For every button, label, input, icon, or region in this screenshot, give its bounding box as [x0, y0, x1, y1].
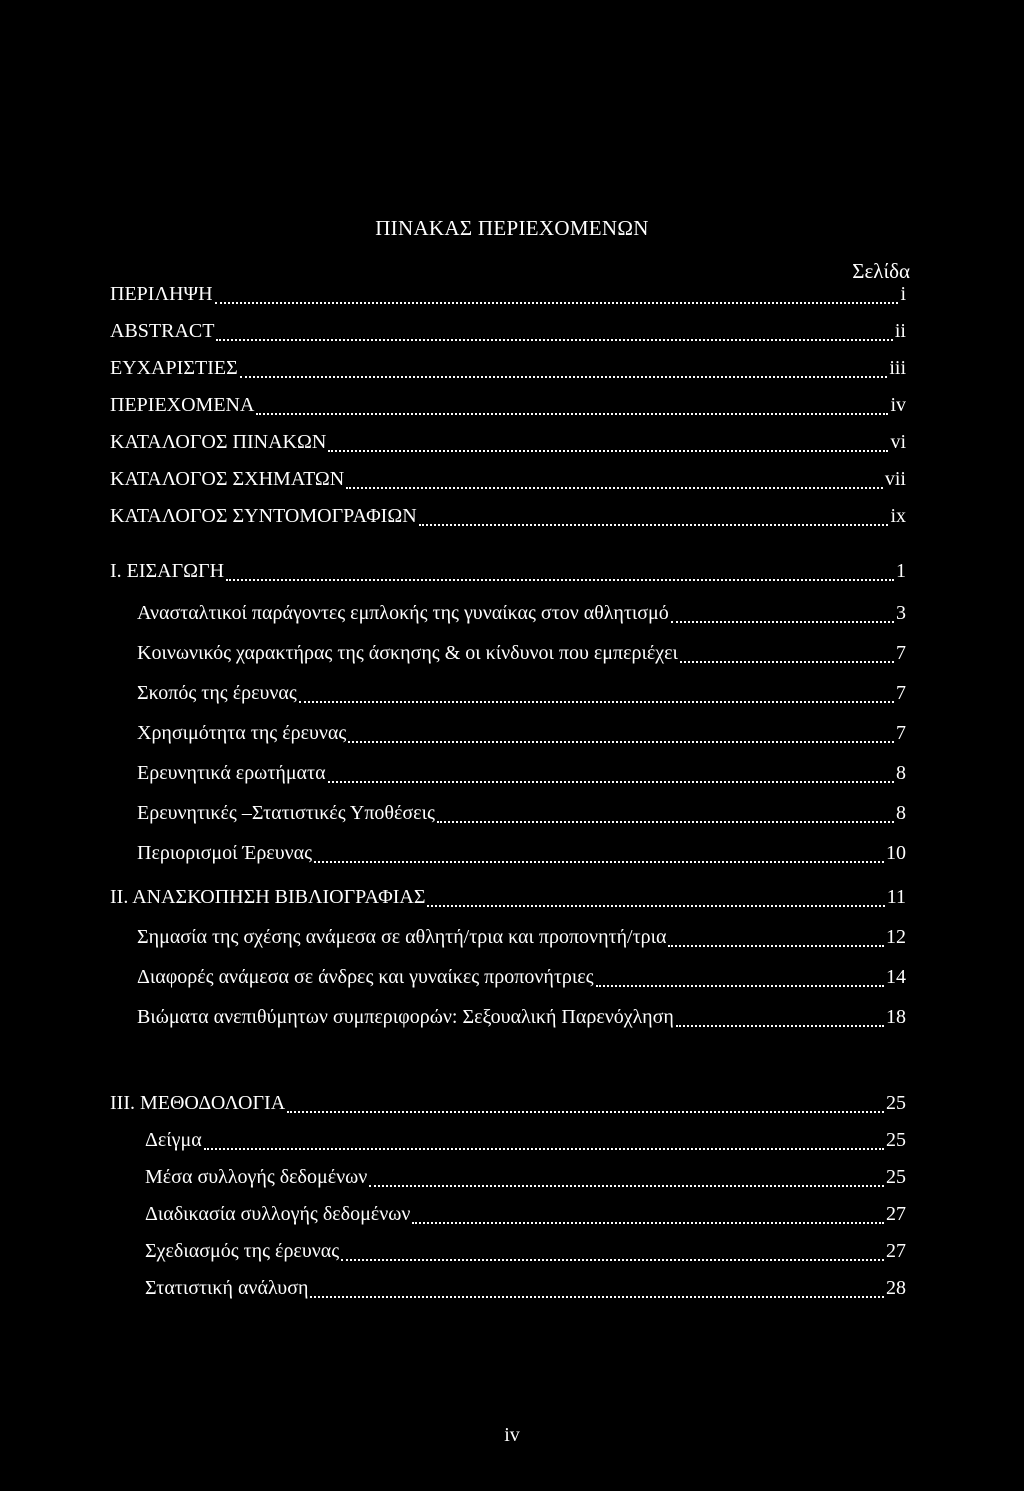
toc-entry: [110, 886, 906, 914]
toc-entry-label: Διαδικασία συλλογής δεδομένων: [145, 1203, 411, 1225]
toc-entry-label: Κοινωνικός χαρακτήρας της άσκησης & οι κίνδυνοι που εμπεριέχει: [137, 642, 678, 664]
toc-entry-page: ii: [894, 320, 906, 342]
dot-leader: [437, 821, 894, 823]
dot-leader: [348, 741, 894, 743]
toc-entry-label: Διαφορές ανάμεσα σε άνδρες και γυναίκες προπονήτριες: [137, 966, 594, 988]
dot-leader: [369, 1185, 884, 1187]
dot-leader: [680, 661, 894, 663]
toc-entry-label: ΠΕΡΙΕΧΟΜΕΝΑ: [110, 394, 255, 416]
toc-entry: [137, 602, 906, 630]
toc-entry-page: 8: [896, 762, 906, 784]
toc-entry: [137, 842, 906, 870]
dot-leader: [314, 861, 884, 863]
toc-entry: [137, 682, 906, 710]
toc-entry: [110, 468, 906, 496]
toc-entry-label: ABSTRACT: [110, 320, 215, 342]
dot-leader: [668, 945, 884, 947]
toc-entry-label: Βιώματα ανεπιθύμητων συμπεριφορών: Σεξουαλική Παρενόχληση: [137, 1006, 674, 1028]
toc-entry-label: Ερευνητικές –Στατιστικές Υποθέσεις: [137, 802, 435, 824]
toc-entry-label: Δείγμα: [145, 1129, 202, 1151]
toc-entry-page: 8: [896, 802, 906, 824]
toc-entry: [145, 1203, 906, 1231]
toc-entry-label: Ι. ΕΙΣΑΓΩΓΗ: [110, 560, 225, 582]
toc-entry-label: Μέσα συλλογής δεδομένων: [145, 1166, 368, 1188]
toc-entry: [137, 966, 906, 994]
toc-entry-label: Χρησιμότητα της έρευνας: [137, 722, 347, 744]
toc-entry-page: vi: [890, 431, 906, 453]
toc-entry-page: 14: [886, 966, 906, 988]
toc-entry-page: i: [900, 283, 906, 305]
toc-entry: [145, 1129, 906, 1157]
toc-entry: [137, 762, 906, 790]
toc-entry: [145, 1277, 906, 1305]
toc-entry-label: Στατιστική ανάλυση: [145, 1277, 309, 1299]
toc-entry: [110, 394, 906, 422]
toc-entry-page: 10: [886, 842, 906, 864]
dot-leader: [204, 1148, 884, 1150]
toc-entry: [110, 505, 906, 533]
toc-entry: [145, 1166, 906, 1194]
dot-leader: [346, 487, 883, 489]
toc-entry-label: ΕΥΧΑΡΙΣΤΙΕΣ: [110, 357, 238, 379]
toc-entry-page: 27: [886, 1240, 906, 1262]
toc-entry-label: ΚΑΤΑΛΟΓΟΣ ΣΥΝΤΟΜΟΓΡΑΦΙΩΝ: [110, 505, 417, 527]
toc-entry: [137, 722, 906, 750]
dot-leader: [256, 413, 888, 415]
toc-entry-page: 7: [896, 682, 906, 704]
toc-entry: [110, 1092, 906, 1120]
toc-entry-label: Σκοπός της έρευνας: [137, 682, 297, 704]
page-column-label: Σελίδα: [852, 259, 910, 283]
toc-entry-page: vii: [884, 468, 906, 490]
dot-leader: [427, 905, 884, 907]
page-title: ΠΙΝΑΚΑΣ ΠΕΡΙΕΧΟΜΕΝΩΝ: [375, 216, 649, 240]
dot-leader: [412, 1222, 884, 1224]
toc-entry-label: Ανασταλτικοί παράγοντες εμπλοκής της γυναίκας στον αθλητισμό: [137, 602, 669, 624]
toc-entry: [137, 642, 906, 670]
dot-leader: [419, 524, 889, 526]
toc-entry-page: 1: [896, 560, 906, 582]
toc-entry: [137, 926, 906, 954]
dot-leader: [226, 579, 894, 581]
toc-entry-label: ΙΙ. ΑΝΑΣΚΟΠΗΣΗ ΒΙΒΛΙΟΓΡΑΦΙΑΣ: [110, 886, 426, 908]
toc-entry: [110, 431, 906, 459]
toc-entry-page: 11: [886, 886, 906, 908]
toc-entry-page: 18: [886, 1006, 906, 1028]
dot-leader: [341, 1259, 884, 1261]
toc-entry: [110, 283, 906, 311]
toc-entry-page: 3: [896, 602, 906, 624]
toc-entry-page: 7: [896, 642, 906, 664]
toc-entry-label: ΙΙΙ. ΜΕΘΟΔΟΛΟΓΙΑ: [110, 1092, 286, 1114]
toc-entry-page: 27: [886, 1203, 906, 1225]
toc-entry-label: Περιορισμοί Έρευνας: [137, 842, 313, 864]
toc-entry: [110, 560, 906, 588]
toc-entry-page: iv: [890, 394, 906, 416]
toc-entry: [145, 1240, 906, 1268]
dot-leader: [671, 621, 894, 623]
toc-entry: [110, 357, 906, 385]
toc-entry: [137, 802, 906, 830]
toc-entry-page: 25: [886, 1129, 906, 1151]
dot-leader: [328, 450, 888, 452]
toc-entry-page: 12: [886, 926, 906, 948]
dot-leader: [328, 781, 894, 783]
dot-leader: [299, 701, 894, 703]
toc-entry-label: Σχεδιασμός της έρευνας: [145, 1240, 340, 1262]
dot-leader: [310, 1296, 884, 1298]
toc-entry-label: ΚΑΤΑΛΟΓΟΣ ΠΙΝΑΚΩΝ: [110, 431, 327, 453]
footer-page-number: iv: [504, 1424, 520, 1446]
toc-entry-page: 28: [886, 1277, 906, 1299]
toc-entry: [110, 320, 906, 348]
toc-entry-page: 7: [896, 722, 906, 744]
toc-entry-label: ΚΑΤΑΛΟΓΟΣ ΣΧΗΜΑΤΩΝ: [110, 468, 345, 490]
dot-leader: [215, 302, 899, 304]
toc-entry-label: Ερευνητικά ερωτήματα: [137, 762, 326, 784]
dot-leader: [596, 985, 884, 987]
toc-entry-label: Σημασία της σχέσης ανάμεσα σε αθλητή/τρια και προπονητή/τρια: [137, 926, 667, 948]
toc-entry: [137, 1006, 906, 1034]
dot-leader: [240, 376, 888, 378]
toc-entry-page: 25: [886, 1092, 906, 1114]
toc-entry-page: 25: [886, 1166, 906, 1188]
dot-leader: [676, 1025, 884, 1027]
toc-entry-label: ΠΕΡΙΛΗΨΗ: [110, 283, 213, 305]
toc-entry-page: iii: [889, 357, 906, 379]
dot-leader: [287, 1111, 884, 1113]
dot-leader: [216, 339, 892, 341]
toc-entry-page: ix: [890, 505, 906, 527]
